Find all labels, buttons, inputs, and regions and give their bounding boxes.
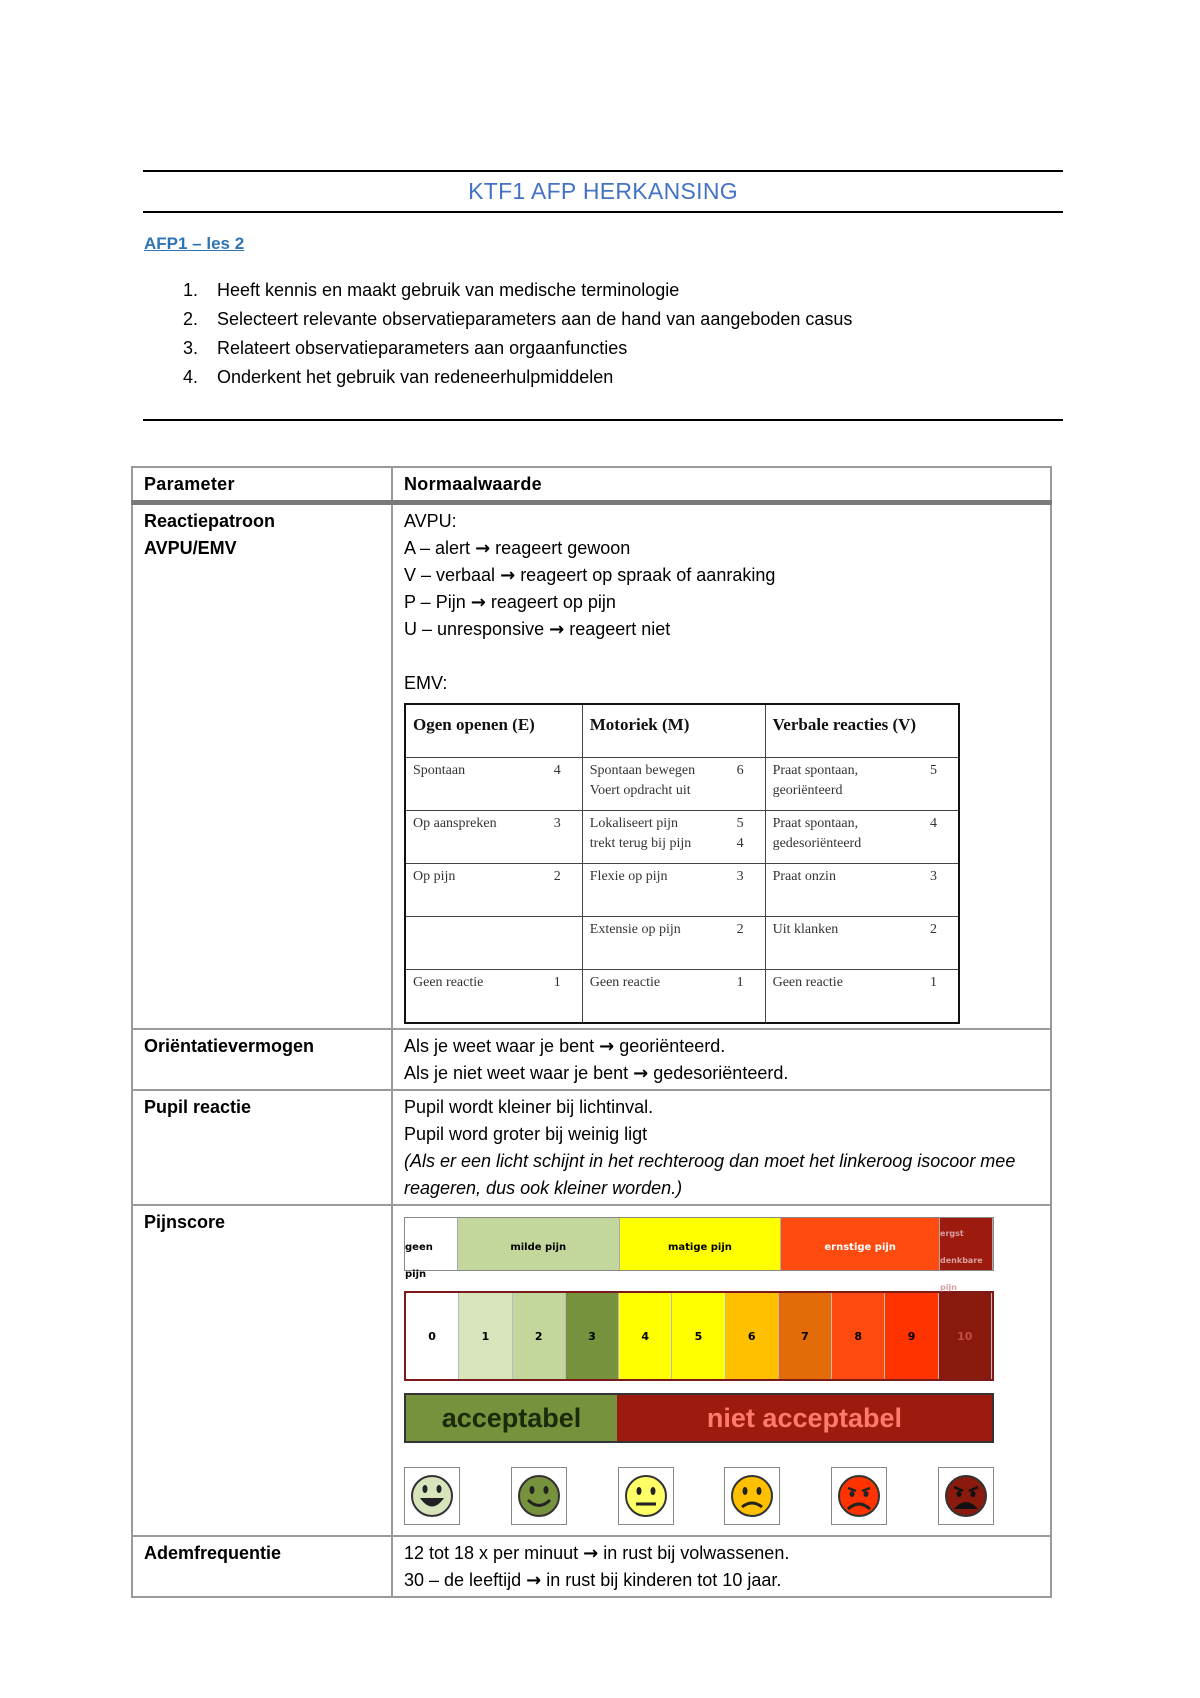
- table-row: [132, 1536, 1051, 1597]
- sad-face-icon: [724, 1467, 780, 1525]
- emv-row: Geen reactie 1 Geen reactie 1 Geen reactie 1: [405, 970, 959, 1024]
- list-item: 1. Heeft kennis en maakt gebruik van medische terminologie: [183, 280, 680, 300]
- pain-score-6: 6: [726, 1293, 779, 1379]
- neutral-face-icon: [618, 1467, 674, 1525]
- table-header-row: [132, 467, 1051, 503]
- very-happy-face-icon: [404, 1467, 460, 1525]
- emv-table: [404, 703, 960, 1024]
- pain-score-2: 2: [513, 1293, 566, 1379]
- emv-title: EMV:: [404, 673, 448, 693]
- pain-param-cell: Pijnscore: [132, 1205, 392, 1536]
- arrow-icon: →: [470, 592, 486, 613]
- acceptability-bar: [404, 1393, 994, 1443]
- objectives-list: [145, 276, 852, 392]
- breathing-value-cell: 12 tot 18 x per minuut → in rust bij volwassenen. 30 – de leeftijd → in rust bij kinderen tot 10 jaar.: [392, 1536, 1051, 1597]
- category-mild: milde pijn: [458, 1218, 620, 1270]
- reaction-value-cell: [392, 503, 1051, 1030]
- not-acceptable-label: niet acceptabel: [617, 1395, 992, 1441]
- avpu-line: A – alert → reageert gewoon: [404, 538, 631, 559]
- avpu-line: V – verbaal → reageert op spraak of aanraking: [404, 565, 776, 586]
- pain-score-1: 1: [459, 1293, 512, 1379]
- avpu-line: P – Pijn → reageert op pijn: [404, 592, 616, 613]
- emv-row: Extensie op pijn 2 Uit klanken 2: [405, 917, 959, 970]
- header-normal-value: Normaalwaarde: [392, 467, 1051, 503]
- reaction-param-cell: Reactiepatroon AVPU/EMV: [132, 503, 392, 1030]
- avpu-title: AVPU:: [404, 511, 457, 531]
- acceptable-label: acceptabel: [406, 1395, 617, 1441]
- emv-row: Spontaan 4 Spontaan bewegen Voert opdracht uit 6 Praat spontaan, georiënteerd 5: [405, 758, 959, 811]
- pain-score-4: 4: [619, 1293, 672, 1379]
- arrow-icon: →: [500, 565, 516, 586]
- list-item: 3. Relateert observatieparameters aan orgaanfuncties: [183, 338, 628, 358]
- orientation-value-cell: Als je weet waar je bent → georiënteerd. Als je niet weet waar je bent → gedesoriënteerd.: [392, 1029, 1051, 1090]
- table-row: [132, 1090, 1051, 1205]
- crying-face-icon: [938, 1467, 994, 1525]
- arrow-icon: →: [475, 538, 491, 559]
- category-worst: ergst denkbare pijn: [940, 1218, 993, 1270]
- arrow-icon: →: [583, 1543, 599, 1564]
- document-title: KTF1 AFP HERKANSING: [468, 178, 738, 204]
- pupil-value-cell: Pupil wordt kleiner bij lichtinval. Pupil word groter bij weinig ligt (Als er een licht schijnt in het rechteroog dan moet het linkeroog isocoor mee reageren, dus ook kleiner worden.): [392, 1090, 1051, 1205]
- arrow-icon: →: [526, 1570, 542, 1591]
- pain-category-bar: [404, 1217, 994, 1292]
- table-row: [132, 1205, 1051, 1536]
- arrow-icon: →: [633, 1063, 649, 1084]
- pain-score-5: 5: [672, 1293, 725, 1379]
- pain-faces-row: [404, 1467, 994, 1525]
- breathing-param-cell: Ademfrequentie: [132, 1536, 392, 1597]
- pain-value-cell: [392, 1205, 1051, 1536]
- section-rule: [143, 419, 1063, 421]
- emv-row: Op aanspreken 3 Lokaliseert pijn trekt terug bij pijn 5 4 Praat spontaan, gedesoriënteerd 4: [405, 811, 959, 864]
- emv-row: Op pijn 2 Flexie op pijn 3 Praat onzin 3: [405, 864, 959, 917]
- list-item: 4. Onderkent het gebruik van redeneerhulpmiddelen: [183, 367, 614, 387]
- pain-score-3: 3: [566, 1293, 619, 1379]
- pain-score-10: 10: [939, 1293, 992, 1379]
- pain-score-scale: [404, 1217, 994, 1525]
- parameters-table: [131, 466, 1052, 1598]
- happy-face-icon: [511, 1467, 567, 1525]
- section-subheading: AFP1 – les 2: [144, 234, 245, 253]
- category-severe: ernstige pijn: [781, 1218, 940, 1270]
- pain-score-9: 9: [885, 1293, 938, 1379]
- table-row: [132, 1029, 1051, 1090]
- pain-score-8: 8: [832, 1293, 885, 1379]
- category-moderate: matige pijn: [620, 1218, 782, 1270]
- avpu-line: U – unresponsive → reageert niet: [404, 619, 671, 640]
- very-sad-face-icon: [831, 1467, 887, 1525]
- list-item: 2. Selecteert relevante observatieparameters aan de hand van aangeboden casus: [183, 309, 853, 329]
- pupil-param-cell: Pupil reactie: [132, 1090, 392, 1205]
- top-rule: [143, 170, 1063, 172]
- arrow-icon: →: [599, 1036, 615, 1057]
- title-rule: [143, 211, 1063, 213]
- arrow-icon: →: [549, 619, 565, 640]
- pain-score-7: 7: [779, 1293, 832, 1379]
- table-row: [132, 503, 1051, 1030]
- category-none: geen pijn: [405, 1218, 458, 1270]
- orientation-param-cell: Oriëntatievermogen: [132, 1029, 392, 1090]
- emv-header-row: Ogen openen (E) Motoriek (M) Verbale reacties (V): [405, 704, 959, 758]
- pain-score-0: 0: [406, 1293, 459, 1379]
- header-parameter: Parameter: [132, 467, 392, 503]
- pain-number-bar: [404, 1291, 994, 1381]
